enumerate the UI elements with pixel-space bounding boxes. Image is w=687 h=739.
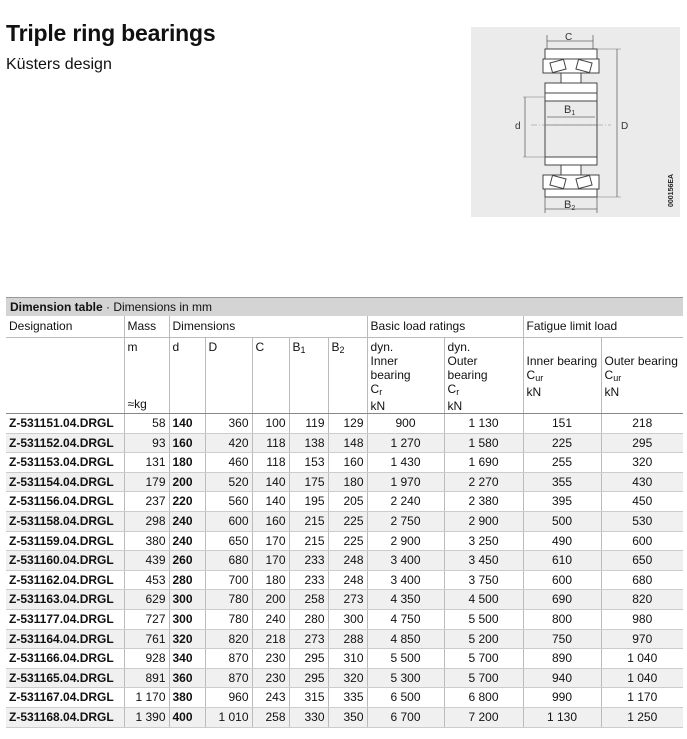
- cell-D: 960: [205, 688, 252, 708]
- cell-d: 300: [169, 590, 205, 610]
- cell-cr-inner: 4 350: [367, 590, 444, 610]
- cell-designation: Z-531162.04.DRGL: [6, 570, 124, 590]
- cell-cur-outer: 1 250: [601, 707, 683, 727]
- label-b2: B2: [564, 199, 576, 212]
- cell-cr-inner: 2 900: [367, 531, 444, 551]
- cell-mass: 58: [124, 414, 169, 434]
- table-row: [6, 472, 683, 492]
- table-row: [6, 590, 683, 610]
- cell-cr-inner: 3 400: [367, 551, 444, 571]
- cell-D: 420: [205, 433, 252, 453]
- cell-cr-outer: 5 700: [444, 668, 523, 688]
- cell-cr-outer: 1 690: [444, 453, 523, 473]
- cell-cr-outer: 5 700: [444, 649, 523, 669]
- cell-cr-inner: 4 750: [367, 609, 444, 629]
- cell-cur-outer: 820: [601, 590, 683, 610]
- cell-B1: 315: [289, 688, 328, 708]
- cell-cur-outer: 1 170: [601, 688, 683, 708]
- cell-D: 650: [205, 531, 252, 551]
- cell-d: 240: [169, 511, 205, 531]
- cell-B2: 180: [328, 472, 367, 492]
- cell-B2: 148: [328, 433, 367, 453]
- table-row: [6, 668, 683, 688]
- cell-C: 230: [252, 668, 289, 688]
- header-cur-outer: Outer bearing $C_{ur}$ kN: [601, 338, 683, 414]
- cell-d: 320: [169, 629, 205, 649]
- cell-B2: 225: [328, 531, 367, 551]
- cell-cur-inner: 225: [523, 433, 601, 453]
- cell-d: 220: [169, 492, 205, 512]
- bearing-drawing: [471, 27, 680, 217]
- header-C: C: [252, 338, 289, 414]
- cell-B2: 335: [328, 688, 367, 708]
- cell-cr-inner: 1 970: [367, 472, 444, 492]
- cell-designation: Z-531166.04.DRGL: [6, 649, 124, 669]
- cell-designation: Z-531167.04.DRGL: [6, 688, 124, 708]
- cell-B2: 205: [328, 492, 367, 512]
- table-row: [6, 433, 683, 453]
- cell-C: 140: [252, 472, 289, 492]
- cell-cur-outer: 680: [601, 570, 683, 590]
- header-B1: $B_1$: [289, 338, 328, 414]
- cell-cr-inner: 5 500: [367, 649, 444, 669]
- cell-D: 780: [205, 609, 252, 629]
- header-mass: Mass: [124, 316, 169, 338]
- cell-cur-inner: 990: [523, 688, 601, 708]
- cell-mass: 439: [124, 551, 169, 571]
- cell-mass: 93: [124, 433, 169, 453]
- cell-cur-outer: 218: [601, 414, 683, 434]
- cell-cr-outer: 2 900: [444, 511, 523, 531]
- table-row: [6, 707, 683, 727]
- header-d: d: [169, 338, 205, 414]
- cell-designation: Z-531154.04.DRGL: [6, 472, 124, 492]
- cell-C: 170: [252, 531, 289, 551]
- cell-mass: 131: [124, 453, 169, 473]
- dimension-table-container: [6, 297, 683, 728]
- header-cur-inner: Inner bearing $C_{ur}$ kN: [523, 338, 601, 414]
- cell-cr-outer: 5 500: [444, 609, 523, 629]
- cell-D: 460: [205, 453, 252, 473]
- cell-C: 218: [252, 629, 289, 649]
- cell-d: 140: [169, 414, 205, 434]
- cell-cr-inner: 2 750: [367, 511, 444, 531]
- cell-designation: Z-531153.04.DRGL: [6, 453, 124, 473]
- cell-D: 680: [205, 551, 252, 571]
- table-row: [6, 453, 683, 473]
- table-caption: Dimension table · Dimensions in mm: [6, 297, 683, 316]
- cell-B1: 295: [289, 649, 328, 669]
- cell-cur-outer: 970: [601, 629, 683, 649]
- cell-d: 160: [169, 433, 205, 453]
- cell-C: 160: [252, 511, 289, 531]
- cell-C: 180: [252, 570, 289, 590]
- cell-cr-inner: 4 850: [367, 629, 444, 649]
- cell-cur-outer: 530: [601, 511, 683, 531]
- cell-B1: 273: [289, 629, 328, 649]
- cell-cr-outer: 3 750: [444, 570, 523, 590]
- cell-designation: Z-531159.04.DRGL: [6, 531, 124, 551]
- cell-B1: 215: [289, 511, 328, 531]
- cell-D: 820: [205, 629, 252, 649]
- cell-cur-inner: 800: [523, 609, 601, 629]
- cell-C: 170: [252, 551, 289, 571]
- cell-B2: 273: [328, 590, 367, 610]
- cell-C: 230: [252, 649, 289, 669]
- cell-B1: 119: [289, 414, 328, 434]
- cell-D: 600: [205, 511, 252, 531]
- cell-designation: Z-531156.04.DRGL: [6, 492, 124, 512]
- cell-cr-inner: 1 270: [367, 433, 444, 453]
- cell-D: 700: [205, 570, 252, 590]
- cell-B1: 233: [289, 551, 328, 571]
- cell-D: 1 010: [205, 707, 252, 727]
- cell-cr-outer: 5 200: [444, 629, 523, 649]
- cell-D: 870: [205, 668, 252, 688]
- cell-B1: 153: [289, 453, 328, 473]
- cell-cur-inner: 395: [523, 492, 601, 512]
- cell-cur-inner: 355: [523, 472, 601, 492]
- header-cr-inner: dyn. Inner bearing $C_r$ kN: [367, 338, 444, 414]
- table-row: [6, 492, 683, 512]
- cell-designation: Z-531151.04.DRGL: [6, 414, 124, 434]
- cell-B2: 320: [328, 668, 367, 688]
- cell-cur-outer: 650: [601, 551, 683, 571]
- cell-cr-outer: 3 450: [444, 551, 523, 571]
- table-row: [6, 688, 683, 708]
- table-row: [6, 649, 683, 669]
- cell-B2: 350: [328, 707, 367, 727]
- cell-d: 360: [169, 668, 205, 688]
- cell-B1: 175: [289, 472, 328, 492]
- cell-mass: 891: [124, 668, 169, 688]
- cell-cur-inner: 151: [523, 414, 601, 434]
- cell-cur-inner: 750: [523, 629, 601, 649]
- cell-mass: 928: [124, 649, 169, 669]
- cell-cr-outer: 6 800: [444, 688, 523, 708]
- cell-C: 140: [252, 492, 289, 512]
- header-D: D: [205, 338, 252, 414]
- header-B2: $B_2$: [328, 338, 367, 414]
- cell-cr-inner: 1 430: [367, 453, 444, 473]
- cell-cur-outer: 980: [601, 609, 683, 629]
- cell-B2: 160: [328, 453, 367, 473]
- cell-mass: 298: [124, 511, 169, 531]
- cell-cur-inner: 1 130: [523, 707, 601, 727]
- cell-B2: 248: [328, 570, 367, 590]
- cell-cr-outer: 2 380: [444, 492, 523, 512]
- cell-cr-inner: 3 400: [367, 570, 444, 590]
- cell-B1: 258: [289, 590, 328, 610]
- cell-d: 300: [169, 609, 205, 629]
- cell-cur-inner: 610: [523, 551, 601, 571]
- cell-B1: 195: [289, 492, 328, 512]
- cell-cur-inner: 890: [523, 649, 601, 669]
- cell-D: 360: [205, 414, 252, 434]
- cell-mass: 1 390: [124, 707, 169, 727]
- cell-cr-outer: 2 270: [444, 472, 523, 492]
- cell-cur-outer: 295: [601, 433, 683, 453]
- cell-C: 118: [252, 433, 289, 453]
- header-fatigue-load: Fatigue limit load: [523, 316, 683, 338]
- cell-C: 243: [252, 688, 289, 708]
- table-body: [6, 414, 683, 728]
- header-designation: Designation: [6, 316, 124, 338]
- cell-cr-inner: 6 500: [367, 688, 444, 708]
- cell-B2: 310: [328, 649, 367, 669]
- cell-C: 100: [252, 414, 289, 434]
- cell-designation: Z-531152.04.DRGL: [6, 433, 124, 453]
- cell-C: 240: [252, 609, 289, 629]
- table-row: [6, 531, 683, 551]
- cell-cr-inner: 5 300: [367, 668, 444, 688]
- cell-C: 118: [252, 453, 289, 473]
- cell-cur-outer: 1 040: [601, 649, 683, 669]
- cell-cur-outer: 320: [601, 453, 683, 473]
- cell-cur-outer: 450: [601, 492, 683, 512]
- cell-cr-outer: 3 250: [444, 531, 523, 551]
- cell-designation: Z-531168.04.DRGL: [6, 707, 124, 727]
- cell-cur-inner: 940: [523, 668, 601, 688]
- page-subtitle: Küsters design: [6, 56, 112, 73]
- cell-D: 560: [205, 492, 252, 512]
- cell-cur-inner: 600: [523, 570, 601, 590]
- cell-B1: 330: [289, 707, 328, 727]
- cell-designation: Z-531163.04.DRGL: [6, 590, 124, 610]
- table-row: [6, 629, 683, 649]
- label-c: C: [565, 32, 573, 43]
- label-d-small: d: [515, 121, 521, 132]
- cell-mass: 761: [124, 629, 169, 649]
- cell-d: 260: [169, 551, 205, 571]
- table-row: [6, 551, 683, 571]
- cell-B2: 225: [328, 511, 367, 531]
- cell-B2: 300: [328, 609, 367, 629]
- cell-cur-outer: 600: [601, 531, 683, 551]
- cell-cur-outer: 430: [601, 472, 683, 492]
- cell-designation: Z-531158.04.DRGL: [6, 511, 124, 531]
- cell-mass: 629: [124, 590, 169, 610]
- header-cr-outer: dyn. Outer bearing $C_r$ kN: [444, 338, 523, 414]
- cell-cur-inner: 490: [523, 531, 601, 551]
- cell-cr-inner: 900: [367, 414, 444, 434]
- cell-cr-outer: 1 130: [444, 414, 523, 434]
- figure-code: 000156EA: [668, 173, 675, 207]
- cell-cr-outer: 1 580: [444, 433, 523, 453]
- cell-B1: 215: [289, 531, 328, 551]
- cell-designation: Z-531164.04.DRGL: [6, 629, 124, 649]
- cell-cr-inner: 6 700: [367, 707, 444, 727]
- cell-cr-outer: 4 500: [444, 590, 523, 610]
- cell-designation: Z-531160.04.DRGL: [6, 551, 124, 571]
- table-row: [6, 570, 683, 590]
- cell-d: 200: [169, 472, 205, 492]
- cell-designation: Z-531177.04.DRGL: [6, 609, 124, 629]
- cell-cr-inner: 2 240: [367, 492, 444, 512]
- cell-mass: 179: [124, 472, 169, 492]
- cell-d: 340: [169, 649, 205, 669]
- label-d-large: D: [621, 121, 629, 132]
- cell-C: 258: [252, 707, 289, 727]
- cell-cur-inner: 690: [523, 590, 601, 610]
- cell-B1: 233: [289, 570, 328, 590]
- header-mass-sub: m ≈kg: [124, 338, 169, 414]
- cell-C: 200: [252, 590, 289, 610]
- cell-B1: 280: [289, 609, 328, 629]
- cell-B1: 138: [289, 433, 328, 453]
- cell-D: 780: [205, 590, 252, 610]
- page-title: Triple ring bearings: [6, 20, 216, 46]
- cell-B2: 129: [328, 414, 367, 434]
- cell-d: 380: [169, 688, 205, 708]
- header-dimensions: Dimensions: [169, 316, 367, 338]
- table-row: [6, 511, 683, 531]
- header-designation-blank: [6, 338, 124, 414]
- cell-D: 870: [205, 649, 252, 669]
- label-b1: B1: [564, 104, 576, 117]
- cell-d: 240: [169, 531, 205, 551]
- cell-B2: 288: [328, 629, 367, 649]
- cell-cur-inner: 255: [523, 453, 601, 473]
- cell-d: 280: [169, 570, 205, 590]
- cell-cur-outer: 1 040: [601, 668, 683, 688]
- cell-D: 520: [205, 472, 252, 492]
- cell-mass: 453: [124, 570, 169, 590]
- cell-cr-outer: 7 200: [444, 707, 523, 727]
- header-basic-load: Basic load ratings: [367, 316, 523, 338]
- cell-mass: 237: [124, 492, 169, 512]
- cell-designation: Z-531165.04.DRGL: [6, 668, 124, 688]
- table-row: [6, 609, 683, 629]
- cell-d: 180: [169, 453, 205, 473]
- cell-d: 400: [169, 707, 205, 727]
- cell-mass: 1 170: [124, 688, 169, 708]
- table-row: [6, 414, 683, 434]
- cell-mass: 727: [124, 609, 169, 629]
- cell-B1: 295: [289, 668, 328, 688]
- cell-cur-inner: 500: [523, 511, 601, 531]
- cell-B2: 248: [328, 551, 367, 571]
- dimension-table: [6, 316, 683, 728]
- cell-mass: 380: [124, 531, 169, 551]
